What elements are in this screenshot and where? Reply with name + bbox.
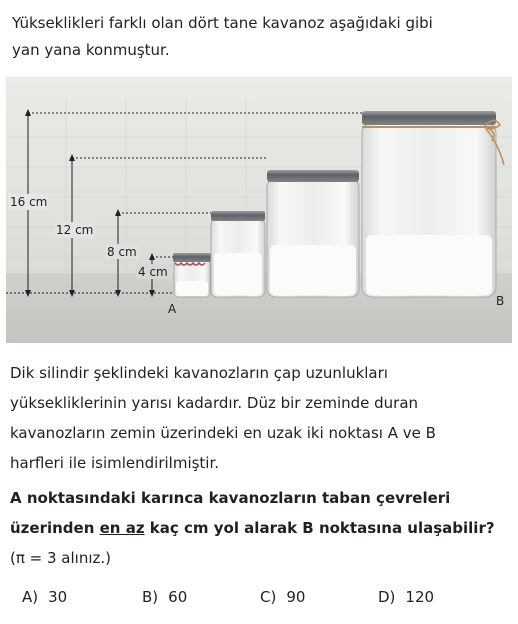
description-text <box>10 358 514 478</box>
question-text <box>10 483 518 573</box>
option-c-letter: C) <box>260 588 277 606</box>
intro-text <box>12 10 512 64</box>
option-c-value: 90 <box>286 588 306 606</box>
height-12-label: 12 cm <box>56 223 94 237</box>
option-a-value: 30 <box>48 588 68 606</box>
option-c[interactable] <box>260 588 305 606</box>
jar-12cm <box>267 170 359 297</box>
intro-line-1: Yükseklikleri farklı olan dört tane kavanoz aşağıdaki gibi <box>12 14 433 32</box>
option-d-letter: D) <box>378 588 396 606</box>
option-b-letter: B) <box>142 588 159 606</box>
jar-16cm <box>362 111 504 297</box>
description-line-4: harfleri ile isimlendirilmiştir. <box>10 454 220 472</box>
question-line-2-pre: üzerinden <box>10 519 100 537</box>
height-4-label: 4 cm <box>138 265 168 279</box>
option-b[interactable] <box>142 588 187 606</box>
question-line-1: A noktasındaki karınca kavanozların taban çevreleri <box>10 489 451 507</box>
question-note: (π = 3 alınız.) <box>10 549 111 567</box>
jar-4cm <box>173 253 211 297</box>
option-d[interactable] <box>378 588 434 606</box>
option-a-letter: A) <box>22 588 39 606</box>
question-line-2-post: kaç cm yol alarak B noktasına ulaşabilir? <box>144 519 495 537</box>
height-16-label: 16 cm <box>10 195 48 209</box>
answer-options <box>22 588 512 614</box>
point-b-label: B <box>496 294 505 308</box>
description-line-1: Dik silindir şeklindeki kavanozların çap uzunlukları <box>10 364 388 382</box>
jars-illustration <box>6 77 512 343</box>
jar-8cm <box>211 211 265 297</box>
description-line-3: kavanozların zemin üzerindeki en uzak iki noktası A ve B <box>10 424 436 442</box>
description-line-2: yüksekliklerinin yarısı kadardır. Düz bir zeminde duran <box>10 394 419 412</box>
question-underlined-phrase: en az <box>99 519 145 537</box>
jars-figure <box>6 77 512 343</box>
option-a[interactable] <box>22 588 67 606</box>
height-8-label: 8 cm <box>107 245 137 259</box>
intro-line-2: yan yana konmuştur. <box>12 41 170 59</box>
option-b-value: 60 <box>168 588 188 606</box>
point-a-label: A <box>168 302 177 316</box>
option-d-value: 120 <box>405 588 435 606</box>
